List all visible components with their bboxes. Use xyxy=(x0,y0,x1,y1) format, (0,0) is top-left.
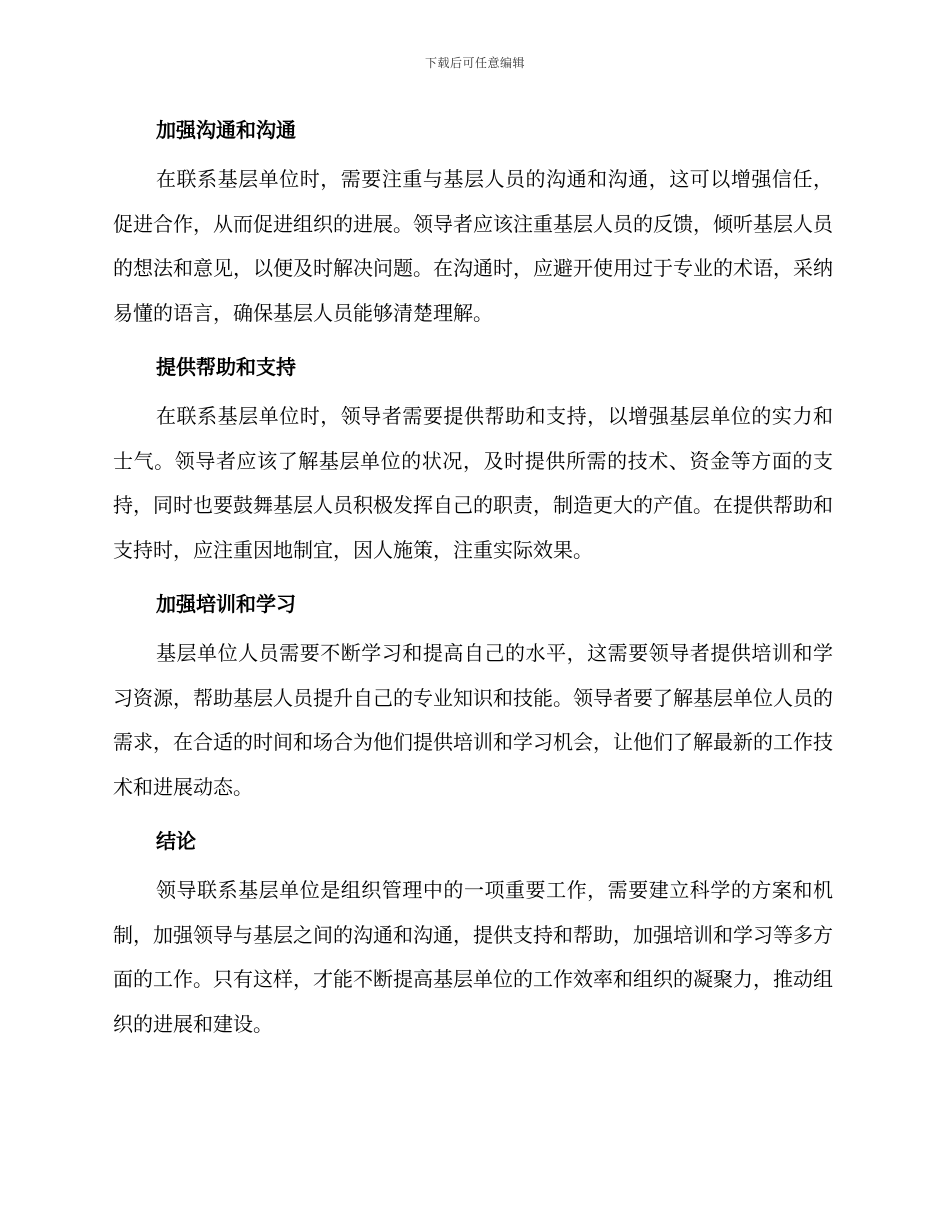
header-note: 下载后可任意编辑 xyxy=(424,56,525,70)
section-heading-training: 加强培训和学习 xyxy=(156,592,296,616)
section-paragraph-communication: 在联系基层单位时，需要注重与基层人员的沟通和沟通，这可以增强信任，促进合作，从而促进组织的进展。领导者应该注重基层人员的反馈，倾听基层人员的想法和意见，以便及时解决问题。在沟通时，应避开使用过于专业的术语，采纳易懂的语言，确保基层人员能够清楚理解。 xyxy=(113,167,833,325)
section-heading-support: 提供帮助和支持 xyxy=(156,355,296,379)
section-paragraph-conclusion: 领导联系基层单位是组织管理中的一项重要工作，需要建立科学的方案和机制，加强领导与基层之间的沟通和沟通，提供支持和帮助，加强培训和学习等多方面的工作。只有这样，才能不断提高基层单位的工作效率和组织的凝聚力，推动组织的进展和建设。 xyxy=(113,878,833,1036)
section-heading-conclusion: 结论 xyxy=(156,829,196,853)
section-heading-communication: 加强沟通和沟通 xyxy=(156,118,296,142)
document-body xyxy=(113,110,833,1058)
section-paragraph-training: 基层单位人员需要不断学习和提高自己的水平，这需要领导者提供培训和学习资源，帮助基层人员提升自己的专业知识和技能。领导者要了解基层单位人员的需求，在合适的时间和场合为他们提供培训和学习机会，让他们了解最新的工作技术和进展动态。 xyxy=(113,641,833,799)
section-paragraph-support: 在联系基层单位时，领导者需要提供帮助和支持，以增强基层单位的实力和士气。领导者应该了解基层单位的状况，及时提供所需的技术、资金等方面的支持，同时也要鼓舞基层人员积极发挥自己的职责，制造更大的产值。在提供帮助和支持时，应注重因地制宜，因人施策，注重实际效果。 xyxy=(113,404,833,562)
